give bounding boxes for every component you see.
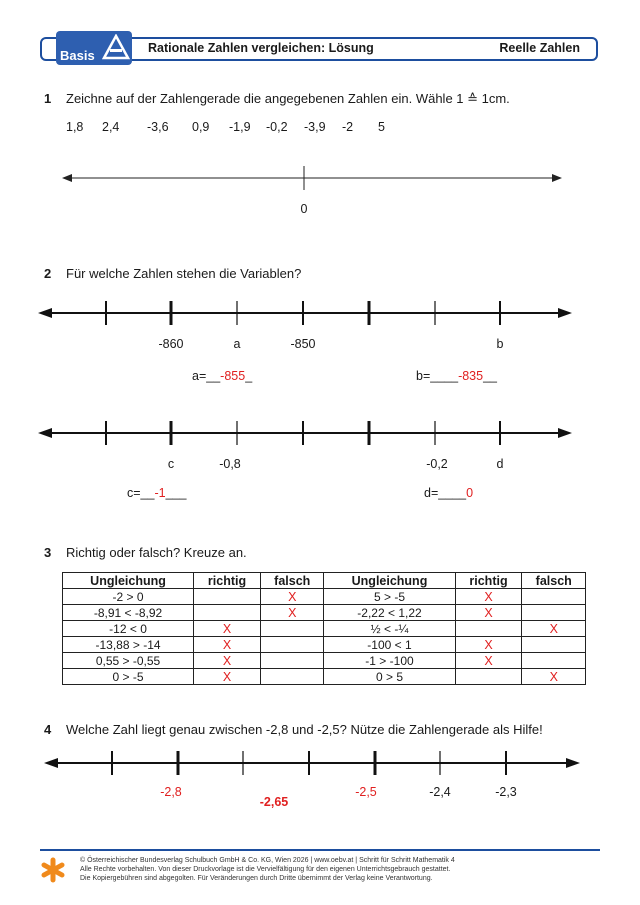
line2b-label: -0,8 [219,457,241,471]
richtig-cell[interactable] [455,621,522,637]
value-item: -3,9 [304,120,326,134]
falsch-cell[interactable] [261,637,324,653]
answer-b-value: -835 [458,369,484,383]
falsch-cell[interactable] [261,621,324,637]
number-line-1 [0,160,640,200]
value-item: -3,6 [147,120,169,134]
footer-line: © Österreichischer Bundesverlag Schulbuch GmbH & Co. KG, Wien 2026 | www.oebv.at | Schritt für Schritt Mathematik 4 [80,857,455,864]
answer-b-prefix: b=____ [416,369,459,383]
col-header: falsch [261,573,324,589]
table-row [63,589,586,605]
task3-text: Richtig oder falsch? Kreuze an. [66,545,247,560]
line2a-label: a [233,337,241,351]
table-row [63,669,586,685]
answer-a [192,369,252,383]
answer-b [416,369,497,383]
inequality-cell: 0 > -5 [63,669,194,685]
answer-c-value: -1 [154,486,166,500]
answer-a-value: -855 [220,369,246,383]
inequality-cell: 0,55 > -0,55 [63,653,194,669]
line4-label: -2,5 [355,785,377,799]
richtig-cell[interactable]: X [194,669,261,685]
falsch-cell[interactable]: X [261,589,324,605]
answer-a-suffix: _ [245,369,253,383]
line4-label: -2,4 [429,785,451,799]
col-header: Ungleichung [63,573,194,589]
answer-d-value: 0 [466,486,474,500]
footer-divider [40,849,600,851]
footer-line: Die Kopiergebühren sind abgegolten. Für Veränderungen durch Dritte übernimmt der Verlag keine Verantwortung. [80,875,433,882]
topic-label: Reelle Zahlen [499,41,580,55]
richtig-cell[interactable]: X [455,589,522,605]
triangle-icon [102,34,130,62]
value-item: -0,2 [266,120,288,134]
task4-answer: -2,65 [259,795,289,809]
falsch-cell[interactable] [522,653,586,669]
richtig-cell[interactable]: X [194,637,261,653]
inequality-cell: -2 > 0 [63,589,194,605]
answer-c [127,486,186,500]
falsch-cell[interactable] [522,605,586,621]
value-item: 5 [378,120,385,134]
number-line-4 [0,746,640,782]
falsch-cell[interactable] [522,637,586,653]
line2a-label: -850 [290,337,316,351]
task1-text: Zeichne auf der Zahlengerade die angegebenen Zahlen ein. Wähle 1 ≙ 1cm. [66,91,510,106]
richtig-cell[interactable]: X [455,605,522,621]
page-title: Rationale Zahlen vergleichen: Lösung [148,41,374,55]
richtig-cell[interactable]: X [194,621,261,637]
inequality-table [62,572,586,685]
richtig-cell[interactable] [194,605,261,621]
answer-c-suffix: ___ [165,486,187,500]
line2b-label: c [167,457,175,471]
inequality-cell: ½ < -¼ [324,621,455,637]
inequality-cell: -12 < 0 [63,621,194,637]
line4-label: -2,8 [160,785,182,799]
task2-text: Für welche Zahlen stehen die Variablen? [66,266,302,281]
task4-text: Welche Zahl liegt genau zwischen -2,8 und -2,5? Nütze die Zahlengerade als Hilfe! [66,722,543,737]
value-item: 2,4 [102,120,120,134]
inequality-cell: -13,88 > -14 [63,637,194,653]
table-row [63,653,586,669]
falsch-cell[interactable]: X [522,621,586,637]
value-item: -2 [342,120,354,134]
inequality-cell: -100 < 1 [324,637,455,653]
inequality-cell: -8,91 < -8,92 [63,605,194,621]
answer-d-prefix: d=____ [424,486,467,500]
falsch-cell[interactable]: X [261,605,324,621]
falsch-cell[interactable] [261,653,324,669]
richtig-cell[interactable]: X [455,637,522,653]
richtig-cell[interactable] [455,669,522,685]
task2-number: 2 [44,266,52,281]
table-row [63,605,586,621]
answer-c-prefix: c=__ [127,486,155,500]
line2a-label: -860 [158,337,184,351]
inequality-cell: -2,22 < 1,22 [324,605,455,621]
task1-number: 1 [44,91,52,106]
col-header: richtig [455,573,522,589]
value-item: -1,9 [229,120,251,134]
line2b-label: -0,2 [426,457,448,471]
footer-line: Alle Rechte vorbehalten. Von dieser Druckvorlage ist die Vervielfältigung für den eigenen Unterrichtsgebrauch gestattet. [80,866,451,873]
line2b-label: d [496,457,504,471]
falsch-cell[interactable] [261,669,324,685]
col-header: falsch [522,573,586,589]
line4-label: -2,3 [495,785,517,799]
line2a-label: b [496,337,504,351]
number-line-2a [0,296,640,332]
answer-d [424,486,473,500]
value-item: 1,8 [66,120,84,134]
col-header: richtig [194,573,261,589]
table-row [63,637,586,653]
number-line-2b [0,416,640,452]
answer-b-suffix: __ [483,369,497,383]
table-header-row [63,573,586,589]
copyright-footer [80,856,455,883]
inequality-cell: 0 > 5 [324,669,455,685]
basis-logo [56,31,132,65]
richtig-cell[interactable]: X [194,653,261,669]
falsch-cell[interactable]: X [522,669,586,685]
falsch-cell[interactable] [522,589,586,605]
richtig-cell[interactable]: X [455,653,522,669]
zero-label: 0 [300,202,308,216]
task4-number: 4 [44,722,52,737]
table-row [63,621,586,637]
value-item: 0,9 [192,120,210,134]
inequality-cell: 5 > -5 [324,589,455,605]
richtig-cell[interactable] [194,589,261,605]
task3-number: 3 [44,545,52,560]
col-header: Ungleichung [324,573,455,589]
publisher-logo-icon [40,857,66,883]
answer-a-prefix: a=__ [192,369,221,383]
inequality-cell: -1 > -100 [324,653,455,669]
logo-text: Basis [60,48,95,63]
